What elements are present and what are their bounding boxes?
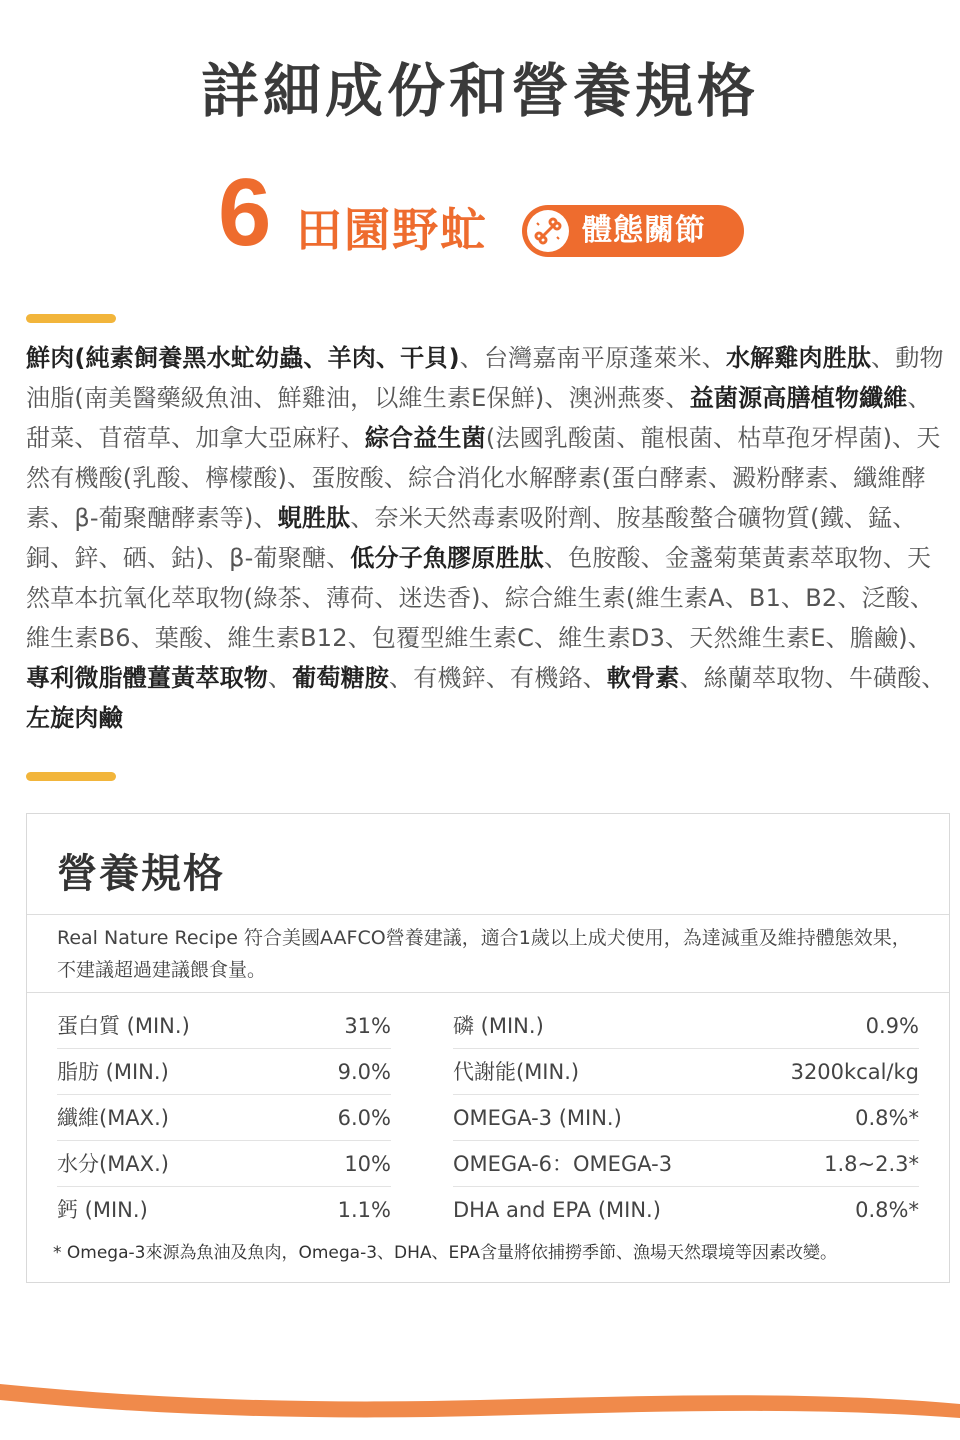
nutrient-value: 9.0% [337, 1060, 391, 1084]
nutrient-label: DHA and EPA (MIN.) [453, 1198, 661, 1222]
footnote: * Omega-3來源為魚油及魚肉，Omega-3、DHA、EPA含量將依捕撈季節、漁場天然環境等因素改變。 [53, 1243, 838, 1263]
nutrient-value: 1.1% [337, 1198, 391, 1222]
nutrient-value: 6.0% [337, 1106, 391, 1130]
ingredient-text: 、甜菜、苜蓿草、加拿大亞麻籽、 [26, 384, 932, 452]
nutrition-table-right [453, 1004, 919, 1233]
section-divider-top [26, 314, 116, 323]
nutrient-label: 鈣 (MIN.) [57, 1198, 148, 1222]
ingredient-text: 、絲蘭萃取物、牛磺酸、 [679, 664, 946, 692]
nutrition-table-left [57, 1004, 391, 1233]
ingredient-text: (法國乳酸菌、龍根菌、枯草孢牙桿菌)、天然有機酸(乳酸、檸檬酸)、蛋胺酸、綜合消化水解酵素(蛋白酵素、澱粉酵素、纖維酵素、β-葡聚醣酵素等)、 [26, 424, 941, 532]
ingredient-highlight: 低分子魚膠原胜肽 [350, 544, 544, 572]
nutrition-row [453, 1188, 919, 1232]
nutrient-value: 0.8%* [855, 1198, 919, 1222]
product-number: 6 [218, 159, 272, 266]
ingredients-list [26, 338, 951, 738]
nutrition-row [57, 1004, 391, 1049]
nutrition-note: Real Nature Recipe 符合美國AAFCO營養建議，適合1歲以上成犬使用，為達減重及維持體態效果，不建議超過建議餵食量。 [57, 927, 911, 981]
nutrient-label: OMEGA-6：OMEGA-3 [453, 1152, 673, 1176]
nutrition-row [57, 1096, 391, 1141]
ingredient-highlight: 鮮肉(純素飼養黑水虻幼蟲、羊肉、干貝) [26, 344, 460, 372]
ingredient-text: 、奈米天然毒素吸附劑、胺基酸螯合礦物質(鐵、錳、銅、鋅、硒、鈷)、β-葡聚醣、 [26, 504, 917, 572]
nutrient-label: 纖維(MAX.) [57, 1106, 169, 1130]
feature-badge [522, 205, 744, 257]
section-divider-nutrition [26, 772, 116, 781]
nutrition-row [453, 1004, 919, 1049]
ingredient-highlight: 葡萄糖胺 [292, 664, 390, 692]
panel-divider [27, 914, 949, 915]
nutrition-row [57, 1050, 391, 1095]
ingredient-highlight: 軟骨素 [606, 664, 680, 692]
bone-icon [527, 210, 569, 252]
ingredient-highlight: 綜合益生菌 [364, 424, 486, 452]
product-header [0, 158, 960, 268]
nutrient-label: 脂肪 (MIN.) [57, 1060, 169, 1084]
nutrition-title: 營養規格 [57, 851, 225, 897]
nutrient-value: 3200kcal/kg [790, 1060, 919, 1084]
nutrient-label: OMEGA-3 (MIN.) [453, 1106, 622, 1130]
nutrient-label: 磷 (MIN.) [453, 1014, 544, 1038]
page-title: 詳細成份和營養規格 [200, 57, 759, 125]
nutrient-label: 蛋白質 (MIN.) [57, 1014, 190, 1038]
ingredient-highlight: 專利微脂體薑黃萃取物 [26, 664, 268, 692]
nutrient-label: 水分(MAX.) [57, 1152, 169, 1176]
badge-label: 體態關節 [582, 213, 706, 248]
ingredient-text: 、有機鋅、有機鉻、 [389, 664, 607, 692]
nutrition-row [57, 1142, 391, 1187]
nutrient-value: 1.8~2.3* [824, 1152, 919, 1176]
ingredient-text: 、色胺酸、金盞菊葉黃素萃取物、天然草本抗氧化萃取物(綠茶、薄荷、迷迭香)、綜合維生素(維生素A、B1、B2、泛酸、維生素B6、葉酸、維生素B12、包覆型維生素C、維生素D3、天然維生素E、膽鹼)、 [26, 544, 935, 652]
ingredient-text: 、台灣嘉南平原蓬萊米、 [459, 344, 726, 372]
ingredient-text: 、 [268, 664, 293, 692]
nutrient-value: 0.8%* [855, 1106, 919, 1130]
nutrient-value: 31% [344, 1014, 391, 1038]
ingredient-highlight: 益菌源高膳植物纖維 [689, 384, 908, 412]
product-name: 田園野虻 [296, 203, 488, 257]
nutrition-row [57, 1188, 391, 1232]
ingredient-highlight: 水解雞肉胜肽 [725, 344, 872, 372]
nutrition-row [453, 1096, 919, 1141]
ingredient-highlight: 左旋肉鹼 [26, 704, 123, 732]
nutrition-row [453, 1050, 919, 1095]
nutrient-value: 10% [344, 1152, 391, 1176]
nutrition-row [453, 1142, 919, 1187]
ingredient-text: 、動物油脂(南美醫藥級魚油、鮮雞油，以維生素E保鮮)、澳洲燕麥、 [26, 344, 944, 412]
decorative-wave [0, 1360, 960, 1440]
nutrition-panel [26, 813, 950, 1283]
nutrient-label: 代謝能(MIN.) [453, 1060, 580, 1084]
nutrient-value: 0.9% [865, 1014, 919, 1038]
ingredient-highlight: 蜆胜肽 [277, 504, 351, 532]
panel-divider [27, 992, 949, 993]
